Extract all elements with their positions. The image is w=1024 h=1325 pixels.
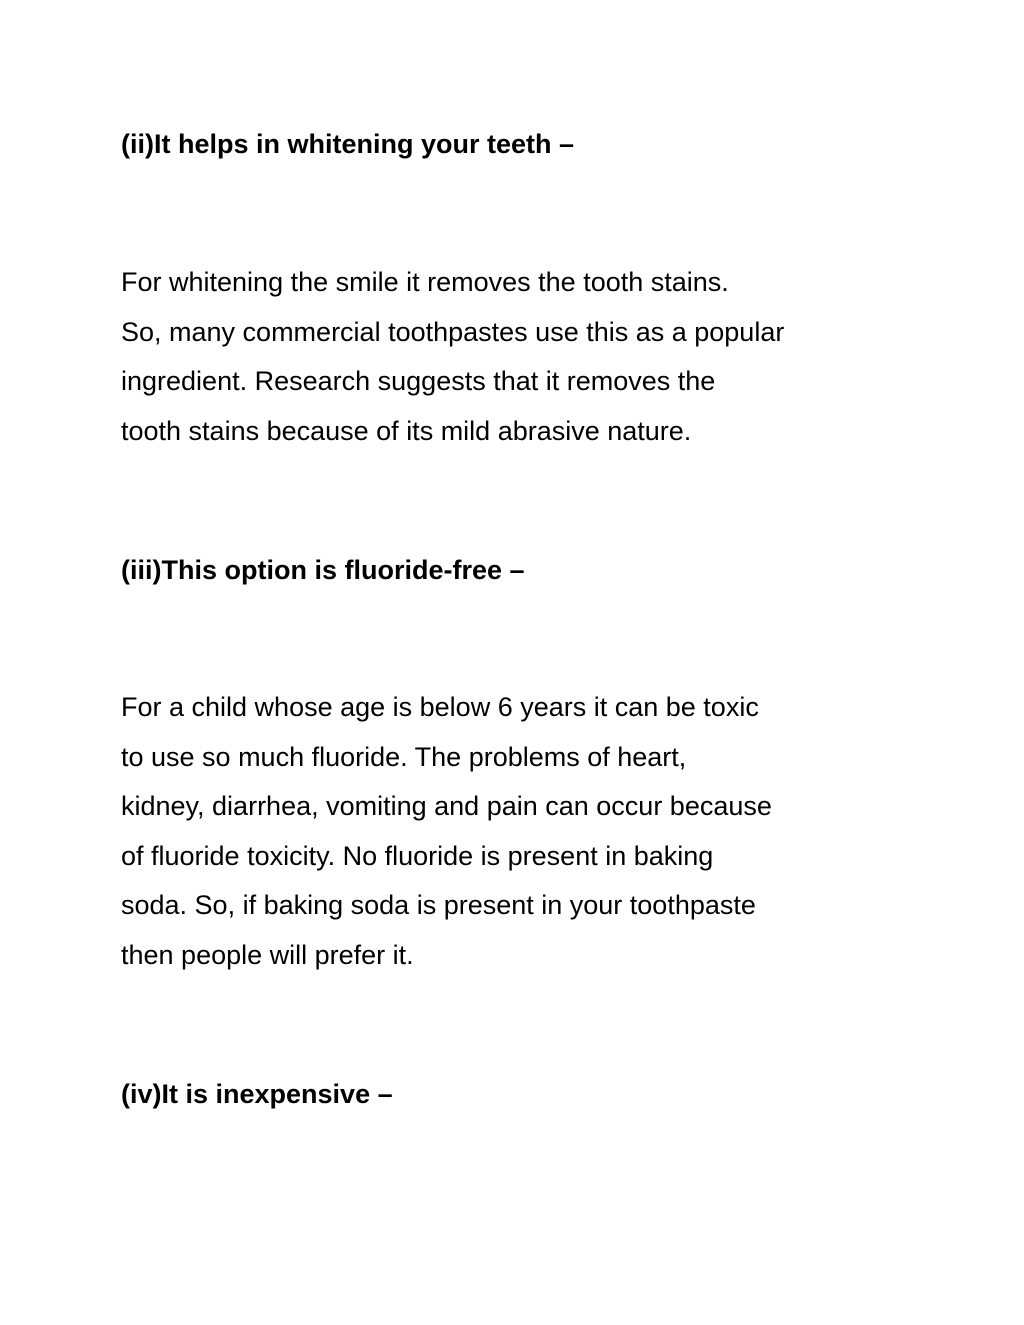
paragraph-line: to use so much fluoride. The problems of heart,	[121, 741, 687, 772]
section-heading-whitening: (ii)It helps in whitening your teeth –	[121, 129, 575, 159]
paragraph-line: of fluoride toxicity. No fluoride is present in baking	[121, 840, 714, 871]
paragraph-line: kidney, diarrhea, vomiting and pain can occur because	[121, 791, 772, 821]
paragraph-line: tooth stains because of its mild abrasive nature.	[121, 415, 692, 446]
paragraph-line: For whitening the smile it removes the tooth stains.	[121, 267, 729, 297]
paragraph-fluoride-free	[121, 683, 772, 980]
section-heading-fluoride-free: (iii)This option is fluoride-free –	[121, 555, 525, 585]
paragraph-line: soda. So, if baking soda is present in your toothpaste	[121, 890, 756, 920]
paragraph-line: So, many commercial toothpastes use this as a popular	[121, 316, 785, 347]
paragraph-line: For a child whose age is below 6 years it can be toxic	[121, 692, 759, 722]
paragraph-line: then people will prefer it.	[121, 939, 414, 970]
paragraph-whitening	[121, 258, 784, 456]
section-heading-inexpensive: (iv)It is inexpensive –	[121, 1079, 393, 1109]
paragraph-line: ingredient. Research suggests that it removes the	[121, 366, 716, 396]
